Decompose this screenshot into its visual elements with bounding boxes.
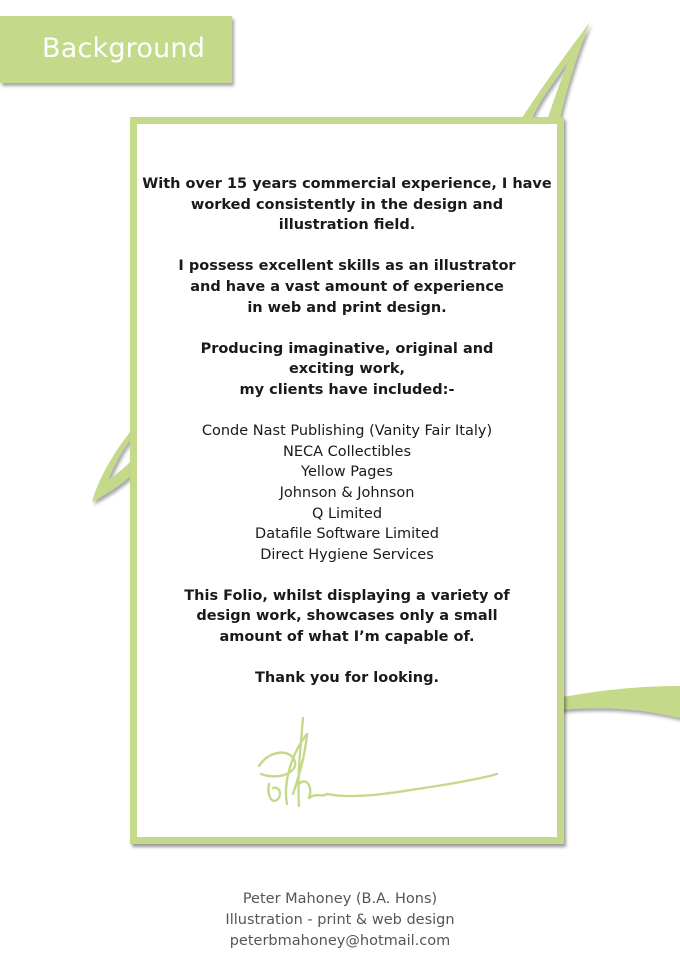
client-item: Johnson & Johnson [279, 484, 415, 501]
folio-line: design work, showcases only a small [196, 608, 498, 625]
clients-list [137, 421, 557, 565]
client-item: Datafile Software Limited [255, 526, 439, 543]
intro-line: illustration field. [278, 217, 416, 234]
section-tab [0, 16, 232, 83]
intro-paragraph [137, 174, 557, 236]
client-item: Direct Hygiene Services [260, 546, 434, 563]
client-item: Yellow Pages [301, 464, 393, 481]
panel-content [137, 174, 557, 709]
folio-paragraph [137, 586, 557, 648]
producing-line: Producing imaginative, original and [200, 340, 494, 357]
producing-line: exciting work, [288, 361, 406, 378]
producing-paragraph [137, 339, 557, 401]
intro-line: With over 15 years commercial experience, I have [142, 176, 552, 192]
skills-paragraph [137, 256, 557, 318]
skills-line: and have a vast amount of experience [190, 278, 504, 295]
footer-name: Peter Mahoney (B.A. Hons) [242, 891, 438, 907]
footer-contact [0, 889, 680, 952]
skills-line: in web and print design. [247, 299, 447, 316]
producing-line: my clients have included:- [239, 381, 455, 398]
folio-line: This Folio, whilst displaying a variety of [184, 587, 510, 604]
skills-line: I possess excellent skills as an illustrator [178, 258, 516, 275]
signature-image [247, 714, 507, 814]
content-panel [130, 117, 564, 844]
thanks-paragraph [137, 668, 557, 689]
intro-line: worked consistently in the design and [190, 196, 504, 213]
footer-email[interactable]: peterbmahoney@hotmail.com [229, 933, 451, 949]
client-item: NECA Collectibles [282, 443, 412, 460]
thanks-line: Thank you for looking. [255, 670, 439, 687]
client-item: Q Limited [311, 505, 383, 522]
client-item: Conde Nast Publishing (Vanity Fair Italy) [201, 423, 493, 440]
section-tab-label: Background [42, 33, 206, 64]
footer-role: Illustration - print & web design [225, 912, 455, 928]
folio-line: amount of what I’m capable of. [219, 629, 475, 646]
